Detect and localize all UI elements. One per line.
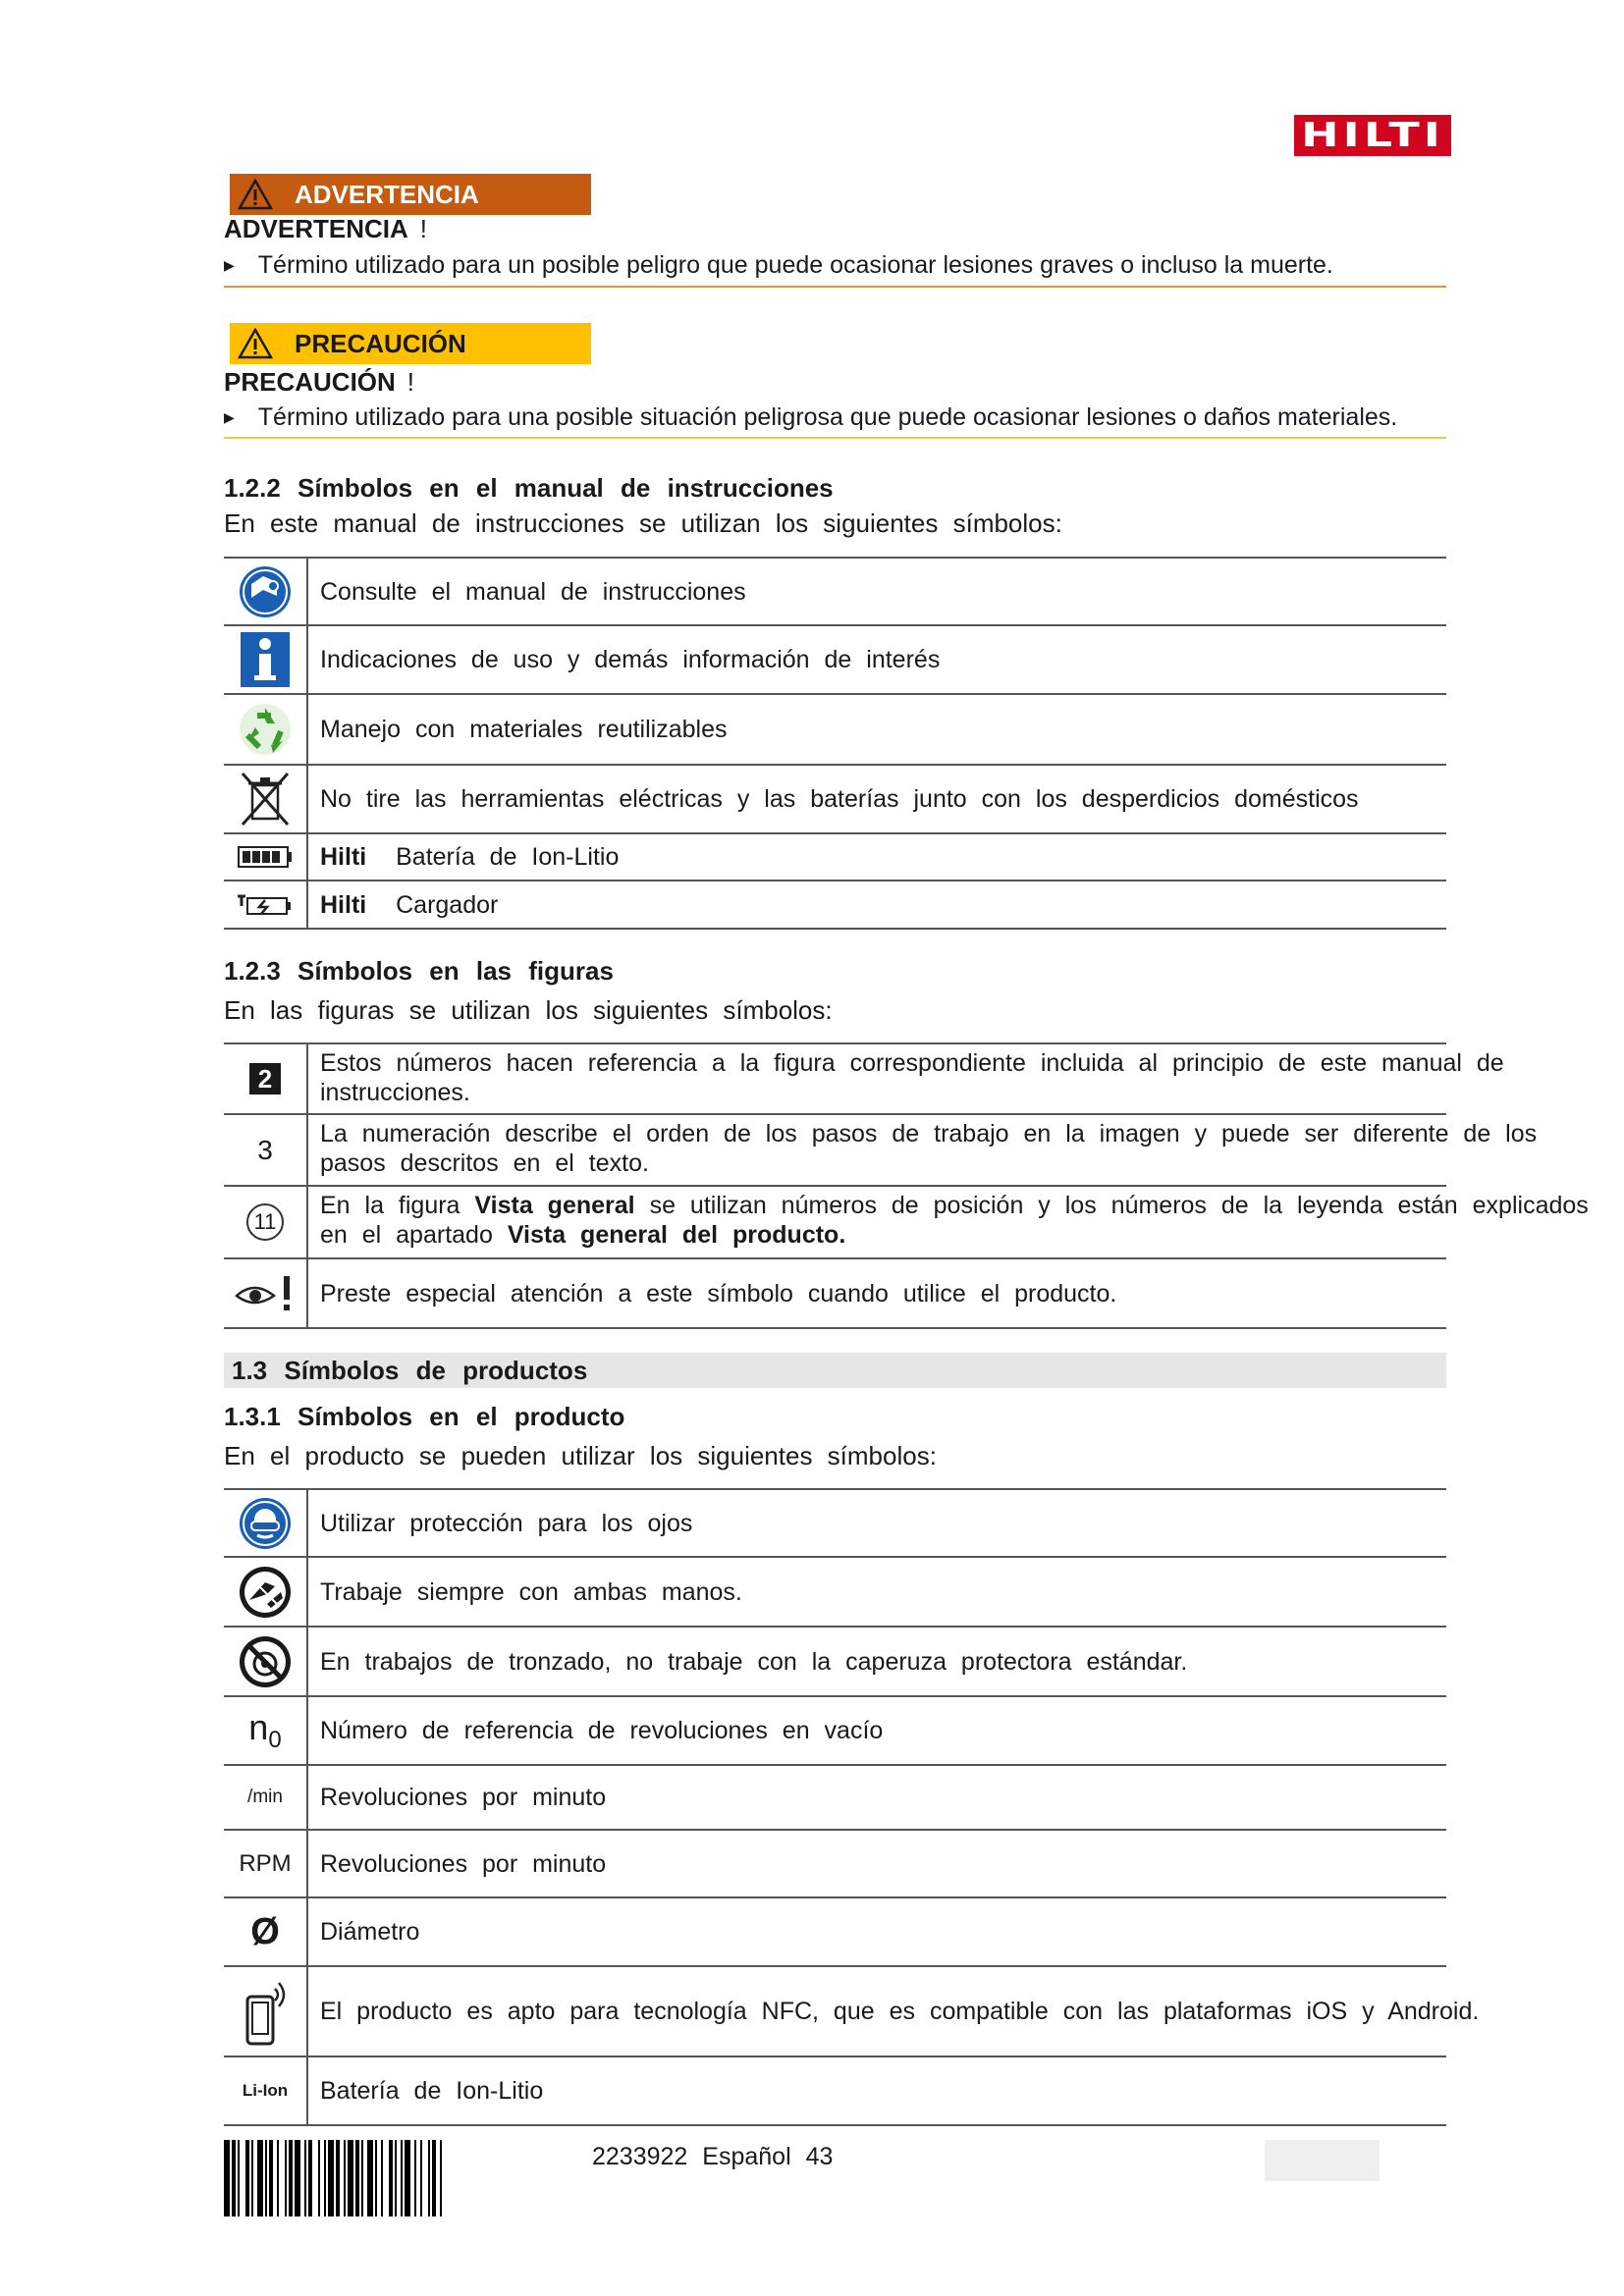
table-row: Utilizar protección para los ojos — [224, 1490, 1446, 1558]
caution-banner — [230, 323, 591, 364]
warning-banner-label: ADVERTENCIA — [295, 179, 479, 209]
recycle-icon — [238, 702, 293, 757]
warning-signal-word: ADVERTENCIA ! — [224, 214, 428, 243]
position-number-icon: 11 — [246, 1203, 284, 1241]
symbols-table-figures — [224, 1042, 1589, 1329]
table-row: /min Revoluciones por minuto — [224, 1766, 1446, 1831]
nfc-icon — [240, 1973, 291, 2050]
table-row: Ø Diámetro — [224, 1898, 1446, 1967]
two-hands-icon — [238, 1565, 293, 1620]
table-row: 3 La numeración describe el orden de los pasos de trabajo en la imagen y puede ser diferente de los pasos descritos en el texto. — [224, 1115, 1446, 1187]
section-heading-1-3-1: 1.3.1 Símbolos en el producto — [224, 1402, 625, 1431]
table-row: 11 En la figura Vista general se utilizan números de posición y los números de la leyenda están explicados en el apartado Vista general del producto. — [224, 1187, 1446, 1259]
table-row: Indicaciones de uso y demás información de interés — [224, 626, 1446, 695]
footer-grey-box — [1265, 2140, 1380, 2181]
barcode-icon — [224, 2140, 562, 2216]
warning-text: ▶ Término utilizado para un posible peligro que puede ocasionar lesiones graves o incluso la muerte. — [224, 251, 1333, 279]
li-ion-icon: Li-Ion — [242, 2081, 289, 2100]
table-row: Hilti Batería de Ion-Litio — [224, 834, 1446, 881]
caution-banner-label: PRECAUCIÓN — [295, 328, 466, 358]
caution-signal-word: PRECAUCIÓN ! — [224, 367, 415, 397]
per-min-icon: /min — [247, 1787, 283, 1807]
table-row: En trabajos de tronzado, no trabaje con la caperuza protectora estándar. — [224, 1628, 1446, 1697]
section-intro: En el producto se pueden utilizar los siguientes símbolos: — [224, 1441, 937, 1470]
caution-text: ▶ Término utilizado para una posible situación peligrosa que puede ocasionar lesiones o daños materiales. — [224, 403, 1398, 431]
warning-banner — [230, 174, 591, 215]
table-row: Li-Ion Batería de Ion-Litio — [224, 2057, 1446, 2126]
diameter-icon: Ø — [250, 1910, 280, 1952]
manual-icon — [238, 564, 293, 619]
divider — [224, 286, 1446, 288]
rpm-icon: RPM — [239, 1849, 292, 1877]
table-row: RPM Revoluciones por minuto — [224, 1831, 1446, 1898]
symbols-table-product — [224, 1488, 1480, 2126]
n0-icon: $n_0$ — [248, 1706, 282, 1754]
table-row: Manejo con materiales reutilizables — [224, 695, 1446, 766]
table-row: $n_0$ Número de referencia de revoluciones en vacío — [224, 1697, 1446, 1766]
table-row: Consulte el manual de instrucciones — [224, 559, 1446, 626]
section-intro: En las figuras se utilizan los siguientes símbolos: — [224, 995, 833, 1025]
no-guard-icon — [238, 1634, 293, 1689]
eye-protection-icon — [238, 1496, 293, 1551]
table-row: No tire las herramientas eléctricas y las baterías junto con los desperdicios domésticos — [224, 766, 1446, 834]
section-heading-1-3: 1.3 Símbolos de productos — [224, 1353, 1446, 1388]
table-row: Trabaje siempre con ambas manos. — [224, 1558, 1446, 1628]
page-footer: 2233922 Español 43 — [592, 2143, 834, 2170]
battery-icon — [238, 846, 293, 868]
attention-eye-icon — [235, 1274, 296, 1313]
figure-number-icon: 2 — [249, 1063, 281, 1095]
section-heading-1-2-3: 1.2.3 Símbolos en las figuras — [224, 956, 614, 986]
table-row: El producto es apto para tecnología NFC, que es compatible con las plataformas iOS y Android. — [224, 1967, 1446, 2057]
hilti-logo: HILTI — [1294, 115, 1451, 156]
divider — [224, 437, 1446, 439]
info-icon — [241, 632, 290, 687]
warning-triangle-icon — [238, 179, 273, 210]
warning-triangle-icon — [238, 328, 273, 359]
symbols-table-manual — [224, 557, 1446, 930]
table-row: Hilti Cargador — [224, 881, 1446, 930]
table-row: Preste especial atención a este símbolo cuando utilice el producto. — [224, 1259, 1446, 1329]
crossed-bin-icon — [239, 770, 292, 828]
table-row: 2 Estos números hacen referencia a la figura correspondiente incluida al principio de este manual de instrucciones. — [224, 1044, 1446, 1115]
step-number-icon: 3 — [257, 1134, 273, 1165]
charger-icon — [236, 892, 295, 918]
section-heading-1-2-2: 1.2.2 Símbolos en el manual de instrucciones — [224, 473, 834, 503]
section-intro: En este manual de instrucciones se utilizan los siguientes símbolos: — [224, 508, 1062, 538]
